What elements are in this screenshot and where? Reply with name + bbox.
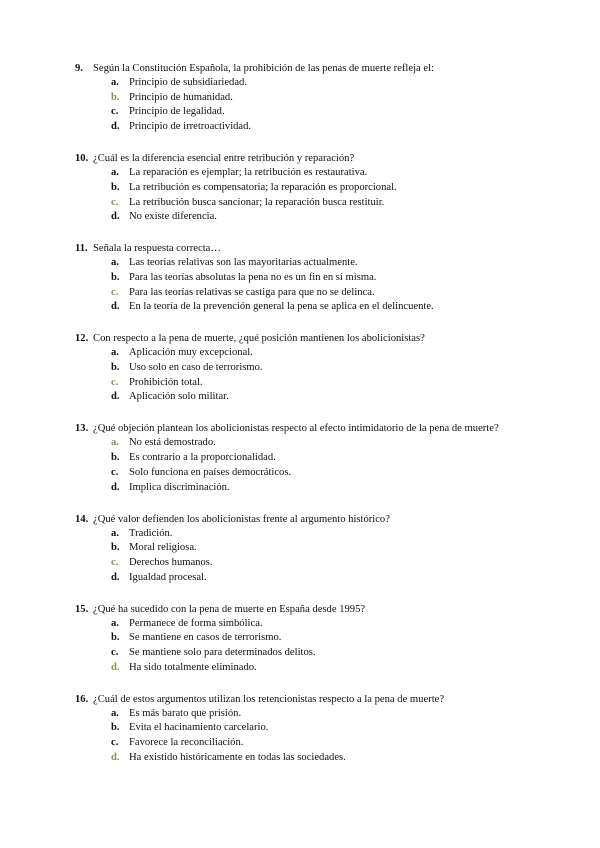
option-letter: c. xyxy=(111,466,119,478)
answer-options xyxy=(75,76,535,135)
answer-option xyxy=(75,541,535,556)
question-text: ¿Qué objeción plantean los abolicionistas respecto al efecto intimidatorio de la pena de muerte? xyxy=(93,423,499,435)
question-block xyxy=(75,693,535,766)
option-text: Principio de irretroactividad. xyxy=(129,121,252,133)
option-letter: d. xyxy=(111,301,120,313)
option-text: La retribución busca sancionar; la reparación busca restituir. xyxy=(129,196,385,208)
answer-option xyxy=(75,390,535,405)
question-number: 10. xyxy=(75,153,89,165)
option-text: Aplicación solo militar. xyxy=(129,391,229,403)
answer-option xyxy=(75,751,535,766)
correct-option-letter: c. xyxy=(111,556,119,568)
answer-options xyxy=(75,617,535,676)
answer-option xyxy=(75,120,535,135)
question-line xyxy=(75,242,535,256)
option-text: La reparación es ejemplar; la retribución es restaurativa. xyxy=(129,167,368,179)
option-letter: a. xyxy=(111,347,119,359)
question-line xyxy=(75,693,535,707)
answer-option xyxy=(75,646,535,661)
question-text: ¿Qué ha sucedido con la pena de muerte en España desde 1995? xyxy=(93,603,366,615)
option-letter: b. xyxy=(111,271,120,283)
answer-option xyxy=(75,166,535,181)
correct-option-letter: c. xyxy=(111,286,119,298)
correct-option-letter: c. xyxy=(111,196,119,208)
correct-option-letter: c. xyxy=(111,376,119,388)
option-letter: b. xyxy=(111,722,120,734)
option-text: Evita el hacinamiento carcelario. xyxy=(129,722,269,734)
answer-option xyxy=(75,105,535,120)
option-text: Se mantiene solo para determinados delitos. xyxy=(129,647,316,659)
option-letter: c. xyxy=(111,647,119,659)
correct-option-letter: a. xyxy=(111,437,119,449)
question-text: ¿Qué valor defienden los abolicionistas frente al argumento histórico? xyxy=(93,513,390,525)
question-number: 13. xyxy=(75,423,89,435)
option-text: Aplicación muy excepcional. xyxy=(129,347,253,359)
question-block xyxy=(75,332,535,405)
option-text: Ha sido totalmente eliminado. xyxy=(129,661,257,673)
question-text: ¿Cuál es la diferencia esencial entre retribución y reparación? xyxy=(93,153,355,165)
answer-option xyxy=(75,286,535,301)
question-block xyxy=(75,603,535,676)
option-letter: d. xyxy=(111,481,120,493)
answer-options xyxy=(75,166,535,225)
question-number: 9. xyxy=(75,63,83,74)
option-text: Las teorías relativas son las mayoritarias actualmente. xyxy=(129,257,358,269)
option-text: Se mantiene en casos de terrorismo. xyxy=(129,632,282,644)
answer-option xyxy=(75,736,535,751)
option-text: Implica discriminación. xyxy=(129,481,230,493)
option-letter: d. xyxy=(111,211,120,223)
option-letter: a. xyxy=(111,617,119,629)
question-line xyxy=(75,603,535,617)
question-line xyxy=(75,152,535,166)
question-block xyxy=(75,422,535,495)
option-letter: c. xyxy=(111,737,119,749)
option-text: La retribución es compensatoria; la reparación es proporcional. xyxy=(129,181,397,193)
option-text: Igualdad procesal. xyxy=(129,571,207,583)
answer-option xyxy=(75,571,535,586)
option-text: Para las teorías relativas se castiga para que no se delinca. xyxy=(129,286,375,298)
answer-option xyxy=(75,481,535,496)
answer-option xyxy=(75,631,535,646)
question-line xyxy=(75,422,535,436)
answer-option xyxy=(75,76,535,91)
option-text: Solo funciona en países democráticos. xyxy=(129,466,292,478)
question-block xyxy=(75,242,535,315)
option-text: Principio de legalidad. xyxy=(129,106,225,118)
answer-option xyxy=(75,196,535,211)
option-letter: b. xyxy=(111,362,120,374)
question-number: 16. xyxy=(75,693,89,705)
question-text: Señala la respuesta correcta… xyxy=(93,243,221,255)
option-letter: b. xyxy=(111,632,120,644)
question-line xyxy=(75,62,535,76)
quiz-question-list xyxy=(75,62,535,783)
answer-option xyxy=(75,376,535,391)
option-text: Favorece la reconciliación. xyxy=(129,737,244,749)
option-text: Ha existido históricamente en todas las sociedades. xyxy=(129,751,346,763)
answer-option xyxy=(75,527,535,542)
answer-options xyxy=(75,707,535,766)
answer-option xyxy=(75,181,535,196)
question-text: ¿Cuál de estos argumentos utilizan los retencionistas respecto a la pena de muerte? xyxy=(93,693,445,705)
option-letter: b. xyxy=(111,181,120,193)
option-text: Derechos humanos. xyxy=(129,556,213,568)
answer-options xyxy=(75,346,535,405)
question-number: 15. xyxy=(75,603,89,615)
correct-option-letter: d. xyxy=(111,751,120,763)
option-text: Prohibición total. xyxy=(129,376,203,388)
option-text: Uso solo en caso de terrorismo. xyxy=(129,362,263,374)
option-letter: d. xyxy=(111,391,120,403)
answer-options xyxy=(75,436,535,495)
answer-option xyxy=(75,721,535,736)
option-letter: d. xyxy=(111,121,120,133)
option-letter: b. xyxy=(111,542,120,554)
option-text: Es más barato que prisión. xyxy=(129,707,242,719)
answer-options xyxy=(75,527,535,586)
answer-options xyxy=(75,256,535,315)
answer-option xyxy=(75,707,535,722)
option-text: Tradición. xyxy=(129,527,173,539)
question-text: Según la Constitución Española, la prohibición de las penas de muerte refleja el: xyxy=(93,63,434,74)
question-block xyxy=(75,513,535,586)
answer-option xyxy=(75,466,535,481)
option-text: No existe diferencia. xyxy=(129,211,217,223)
question-number: 12. xyxy=(75,333,89,345)
answer-option xyxy=(75,661,535,676)
correct-option-letter: b. xyxy=(111,91,120,103)
answer-option xyxy=(75,617,535,632)
question-block xyxy=(75,152,535,225)
option-letter: a. xyxy=(111,707,119,719)
answer-option xyxy=(75,300,535,315)
option-text: No está demostrado. xyxy=(129,437,216,449)
option-text: Principio de subsidiariedad. xyxy=(129,77,247,88)
answer-option xyxy=(75,556,535,571)
answer-option xyxy=(75,271,535,286)
answer-option xyxy=(75,361,535,376)
question-line xyxy=(75,513,535,527)
option-letter: a. xyxy=(111,167,119,179)
question-number: 14. xyxy=(75,513,89,525)
option-text: Para las teorías absolutas la pena no es un fin en sí misma. xyxy=(129,271,377,283)
option-text: Permanece de forma simbólica. xyxy=(129,617,263,629)
correct-option-letter: d. xyxy=(111,661,120,673)
question-line xyxy=(75,332,535,346)
option-letter: a. xyxy=(111,77,119,88)
option-letter: c. xyxy=(111,106,119,118)
answer-option xyxy=(75,346,535,361)
answer-option xyxy=(75,436,535,451)
answer-option xyxy=(75,91,535,106)
question-number: 11. xyxy=(75,243,88,255)
answer-option xyxy=(75,256,535,271)
option-letter: a. xyxy=(111,257,119,269)
option-text: Es contrario a la proporcionalidad. xyxy=(129,452,276,464)
option-text: En la teoría de la prevención general la pena se aplica en el delincuente. xyxy=(129,301,434,313)
option-text: Moral religiosa. xyxy=(129,542,197,554)
question-text: Con respecto a la pena de muerte, ¿qué posición mantienen los abolicionistas? xyxy=(93,333,425,345)
option-letter: b. xyxy=(111,452,120,464)
option-text: Principio de humanidad. xyxy=(129,91,233,103)
answer-option xyxy=(75,451,535,466)
answer-option xyxy=(75,210,535,225)
option-letter: a. xyxy=(111,527,119,539)
option-letter: d. xyxy=(111,571,120,583)
question-block xyxy=(75,62,535,135)
